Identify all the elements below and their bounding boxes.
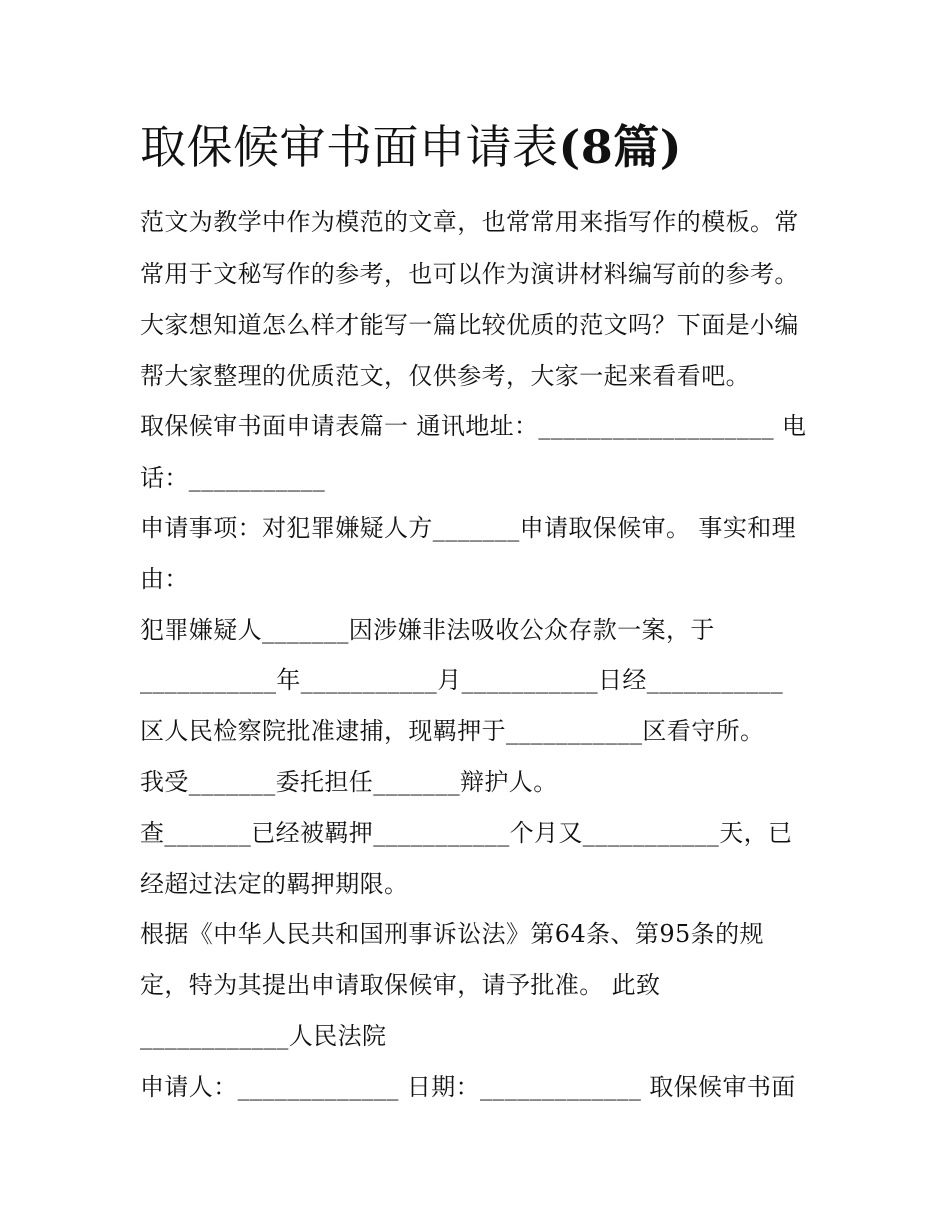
phone-line: 话：___________ bbox=[140, 464, 326, 492]
court-line: ____________人民法院 bbox=[140, 1022, 387, 1050]
intro-line-2: 常用于文秘写作的参考，也可以作为演讲材料编写前的参考。 bbox=[140, 260, 799, 288]
exceeded-line: 经超过法定的羁押期限。 bbox=[140, 870, 409, 898]
request-line: 定，特为其提出申请取保候审，请予批准。 此致 bbox=[140, 971, 661, 999]
detention-line: 区人民检察院批准逮捕，现羁押于___________区看守所。 bbox=[140, 717, 765, 745]
address-line: 取保候审书面申请表篇一 通讯地址：___________________ 电 bbox=[140, 412, 807, 440]
title-main: 取保候审书面申请表 bbox=[140, 120, 559, 174]
detention-period-line: 查_______已经被羁押___________个月又___________天，已 bbox=[140, 819, 793, 847]
entrust-line: 我受_______委托担任_______辩护人。 bbox=[140, 768, 558, 796]
document-title bbox=[140, 112, 682, 182]
suspect-line: 犯罪嫌疑人_______因涉嫌非法吸收公众存款一案，于 bbox=[140, 616, 715, 644]
application-matter-line: 申请事项：对犯罪嫌疑人方_______申请取保候审。 事实和理 bbox=[140, 514, 797, 542]
intro-line-4: 帮大家整理的优质范文，仅供参考，大家一起来看看吧。 bbox=[140, 362, 750, 390]
title-suffix: (8篇) bbox=[558, 120, 683, 174]
reason-label-line: 由： bbox=[140, 565, 189, 593]
date-line: ___________年___________月___________日经___________ bbox=[140, 666, 784, 694]
intro-line-3: 大家想知道怎么样才能写一篇比较优质的范文吗？下面是小编 bbox=[140, 311, 799, 339]
applicant-line: 申请人：_____________ 日期：_____________ 取保候审书面 bbox=[140, 1073, 796, 1101]
legal-basis-line: 根据《中华人民共和国刑事诉讼法》第64条、第95条的规 bbox=[140, 920, 764, 948]
intro-line-1: 范文为教学中作为模范的文章，也常常用来指写作的模板。常 bbox=[140, 208, 799, 236]
